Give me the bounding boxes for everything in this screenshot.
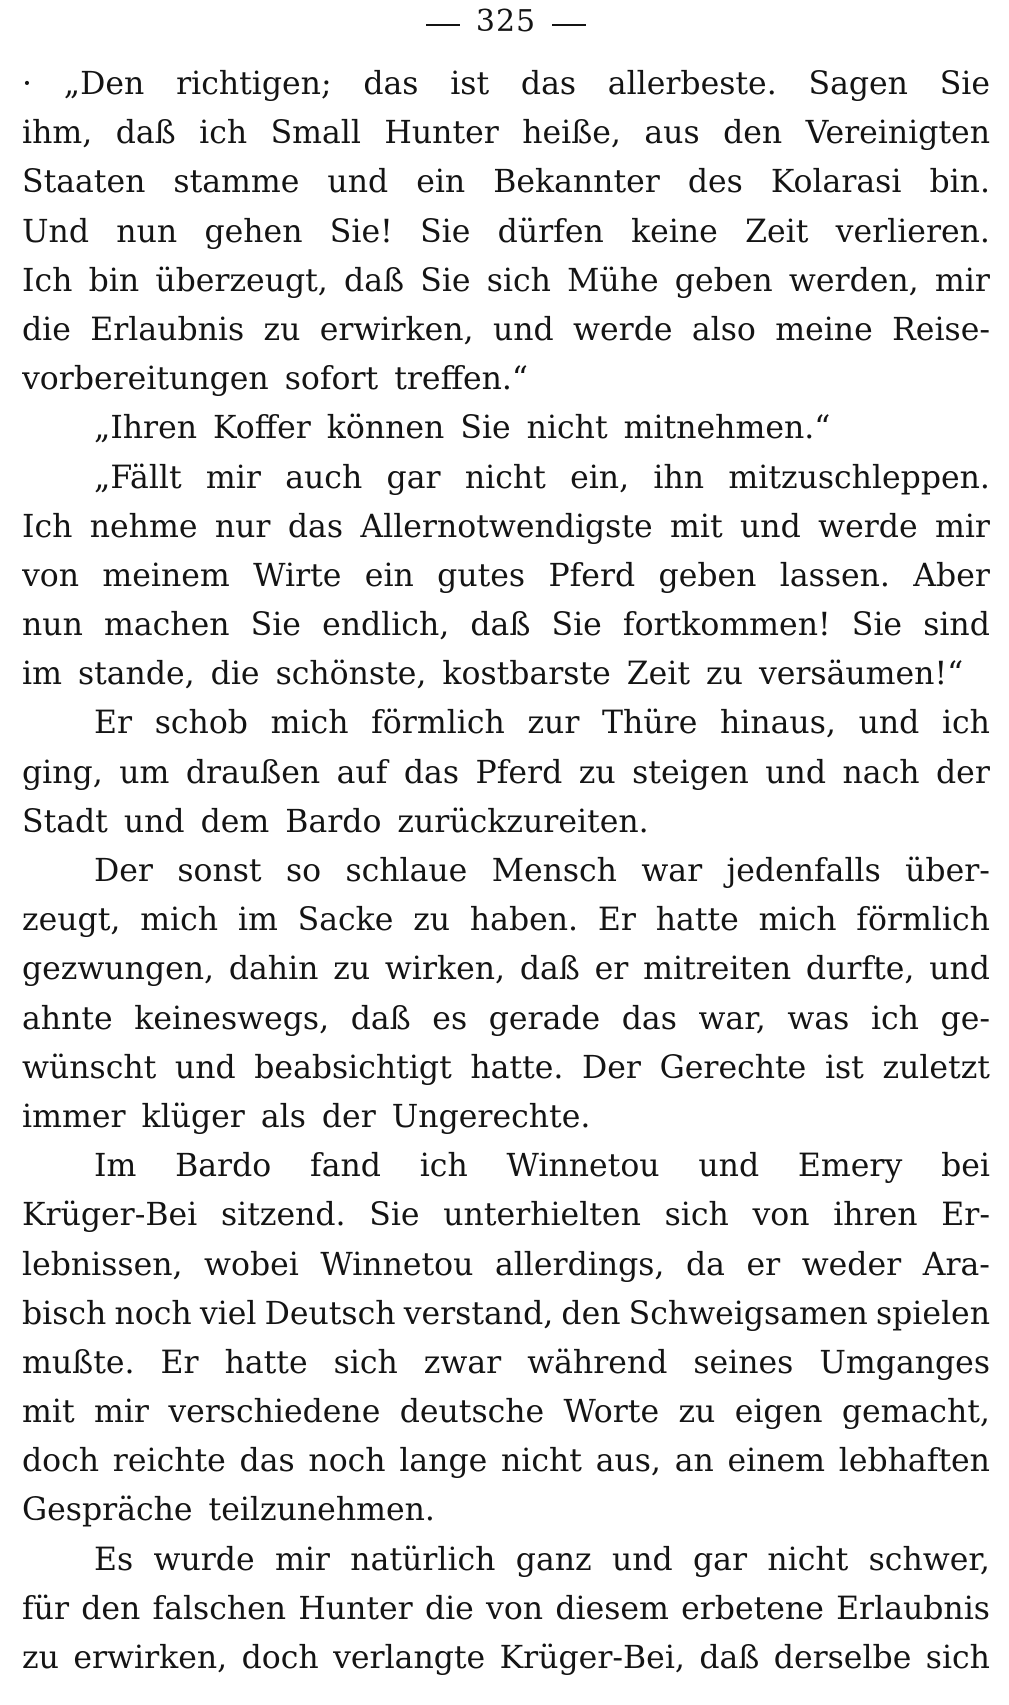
word: derselbe [773,1640,912,1676]
word: ihren [833,1197,918,1234]
word: hinaus, [720,705,836,742]
word: Deutsch [264,1295,396,1332]
word: zu [263,311,301,348]
word: wurde [153,1541,255,1578]
word: ich [199,115,248,152]
word: für [22,1590,70,1627]
word: war, [698,1000,766,1037]
word: stamme [173,164,300,201]
word: seines [693,1344,794,1381]
text-line [22,601,990,650]
word: Im [94,1148,137,1185]
text-line: Gespräche teilzunehmen. [22,1492,435,1529]
word: er [594,951,629,988]
word: bei [941,1148,990,1185]
word: während [527,1344,668,1381]
text-line [22,109,990,158]
word: und [765,754,827,791]
word: schwer, [868,1541,990,1578]
page-header [22,2,990,40]
word: und [929,951,990,988]
word: was [787,1000,850,1037]
word: zwar [423,1344,502,1381]
text-line [22,1585,990,1634]
word: gemacht, [841,1394,990,1431]
word: mich [270,705,349,742]
word: hatte [224,1344,308,1381]
word: „Den [63,66,145,102]
text-line [22,749,990,798]
word: werde [818,508,918,545]
page-number: 325 [475,3,537,39]
word: den [561,1295,621,1332]
text-line [22,208,990,257]
word: Bekannter [493,164,660,201]
word: schob [154,705,248,742]
book-page [22,0,990,1683]
word: meine [775,311,873,348]
text-line: im stande, die schönste, kostbarste Zeit zu versäumen!“ [22,656,964,693]
word: ganz [515,1541,592,1578]
word: lassen. [779,557,890,594]
word: haben. [469,902,579,939]
word: zu [22,1640,59,1676]
word: draußen [185,754,321,791]
text-line [22,1339,990,1388]
word: erwirken, [319,311,474,348]
word: fand [310,1148,381,1185]
word: bin [88,262,140,299]
word: gutes [437,557,526,594]
word: also [691,311,756,348]
word: Ara- [922,1246,990,1283]
text-line: „Ihren Koffer können Sie nicht mitnehmen.“ [94,410,831,447]
word: mußte. [22,1344,135,1381]
word: Es [94,1541,134,1578]
word: doch [22,1443,100,1480]
word: Ich [22,508,73,545]
word: ich [870,1000,919,1037]
word: endlich, [322,607,450,644]
word: mir [93,1394,149,1431]
word: nicht [464,459,546,496]
word: es [432,1000,468,1037]
word: sitzend. [220,1197,346,1234]
word: das [363,66,419,102]
word: wobei [204,1246,299,1283]
word: der [936,754,990,791]
word: mir [274,1541,330,1578]
word: mitreiten [643,951,792,988]
word: Wirte [253,557,342,594]
word: nun [116,213,178,250]
word: beabsichtigt [254,1049,452,1086]
word: das [239,1443,295,1480]
text-line: Stadt und dem Bardo zurückzureiten. [22,803,649,840]
word: natürlich [350,1541,496,1578]
word: lebnissen, [22,1246,183,1283]
word: Krüger-Bei [22,1197,198,1234]
word: steigen [632,754,749,791]
word: schlaue [345,853,468,889]
word: spielen [875,1295,990,1332]
word: zu [333,951,371,988]
text-line [22,454,990,503]
word: Winnetou [320,1246,474,1283]
word: Winnetou [506,1148,660,1185]
text-line [22,1437,990,1486]
text-line [22,699,990,748]
word: sich [486,262,551,299]
word: Gerechte [659,1049,807,1086]
word: mich [140,902,219,939]
word: werden, [788,262,919,299]
word: auf [336,754,388,791]
word: reichte [112,1443,226,1480]
word: sich [333,1344,398,1381]
word: Reise- [892,311,990,348]
text-line [22,1241,990,1290]
word: ge- [940,1000,990,1037]
word: richtigen; [176,66,332,102]
word: überzeugt, [155,262,328,299]
word: war [641,853,703,889]
word: Aber [913,557,990,594]
word: das [621,1000,677,1037]
word: keineswegs, [134,1000,330,1037]
word: von [486,1590,544,1627]
word: auch [285,459,363,496]
word: allerdings, [494,1246,665,1283]
word: daß [350,1000,411,1037]
text-line [22,1142,990,1191]
word: Er [160,1344,199,1381]
word: die [22,311,71,348]
word: des [687,164,743,201]
word: Worte [563,1394,660,1431]
word: Mühe [567,262,659,299]
word: ihn [653,459,705,496]
word: eigen [734,1394,823,1431]
word: aus, [595,1443,661,1480]
word: ahnte [22,1000,113,1037]
text-line [22,945,990,994]
word: falschen [152,1590,287,1627]
word: mir [934,262,990,299]
word: das [287,508,343,545]
word: er [746,1246,781,1283]
word: den [81,1590,141,1627]
word: daß [699,1640,760,1676]
word: jedenfalls [726,853,881,889]
word: daß [519,951,580,988]
word: ein, [570,459,630,496]
word: nicht [767,1541,849,1578]
word: nicht [501,1443,582,1480]
word: und [698,1148,760,1185]
word: verlangte [333,1640,486,1676]
word: mir [205,459,261,496]
text-line [22,306,990,355]
word: allerbeste. [607,66,777,102]
word: Er [94,705,133,742]
word: nur [214,508,271,545]
text-line [22,1388,990,1437]
word: sind [923,607,990,644]
word: Staaten [22,164,146,201]
word: ist [450,66,490,102]
word: noch [308,1443,386,1480]
word: nach [842,754,920,791]
word: Er [597,902,636,939]
word: unterhielten [443,1197,641,1234]
word: verlieren. [835,213,990,250]
word: Sie! [329,213,393,250]
word: das [520,66,577,102]
word: werde [573,311,673,348]
word: den [723,115,783,152]
word: daß [344,262,405,299]
text-line [22,847,990,896]
word: das [403,754,460,791]
word: mit [670,508,723,545]
text-line: immer klüger als der Ungerechte. [22,1098,591,1135]
word: meinem [102,557,230,594]
word: ich [419,1148,468,1185]
word: Umganges [819,1344,990,1381]
text-line [22,1290,990,1339]
header-dash-right [552,24,586,26]
word: Vereinigten [805,115,990,152]
word: zur [527,705,580,742]
word: und [327,164,389,201]
word: von [752,1197,810,1234]
word: bin. [929,164,990,201]
word: um [119,754,170,791]
word: Schweigsamen [628,1295,868,1332]
word: sonst [177,853,262,889]
word: Sie [420,262,471,299]
word: einem [727,1443,826,1480]
word: · [22,66,33,102]
word: Hunter [384,115,499,152]
header-dash-left [426,24,460,26]
word: doch [241,1640,319,1676]
text-line [22,1044,990,1093]
word: verstand, [403,1295,554,1332]
word: noch [114,1295,192,1332]
word: gezwungen, [22,951,215,988]
word: sich [664,1197,729,1234]
word: erwirken, [73,1640,228,1676]
word: zuletzt [882,1049,990,1086]
word: „Fällt [94,459,182,496]
word: diesem [555,1590,669,1627]
word: im [237,902,278,939]
word: gerade [488,1000,601,1037]
word: ein [364,557,414,594]
text-line [22,158,990,207]
word: Erlaubnis [836,1590,990,1627]
word: zu [578,754,616,791]
word: und [611,1541,673,1578]
word: mit [22,1394,75,1431]
word: Und [22,213,89,250]
word: Er- [941,1197,990,1234]
word: Krüger-Bei, [499,1640,685,1676]
word: Bardo [175,1148,272,1185]
word: über- [905,853,990,889]
text-line [22,552,990,601]
word: deutsche [399,1394,545,1431]
word: Sie [250,607,301,644]
word: daß [115,115,176,152]
word: nehme [89,508,198,545]
word: und [174,1049,236,1086]
word: an [674,1443,714,1480]
word: weder [801,1246,902,1283]
word: ist [824,1049,864,1086]
word: ein [416,164,466,201]
word: gar [693,1541,748,1578]
word: hatte [655,902,739,939]
word: Kolarasi [770,164,902,201]
word: geben [674,262,773,299]
word: sich [925,1640,990,1676]
word: mitzuschleppen. [728,459,990,496]
word: daß [470,607,531,644]
word: heiße, [522,115,621,152]
word: mich [758,902,837,939]
word: lebhaften [838,1443,990,1480]
text-line [22,60,990,109]
word: Small [270,115,361,152]
word: Pferd [475,754,563,791]
word: ich [941,705,990,742]
text-line [22,1634,990,1683]
word: Sie [551,607,602,644]
word: mir [934,508,990,545]
word: Zeit [745,213,809,250]
word: wirken, [384,951,506,988]
word: förmlich [856,902,990,939]
word: förmlich [371,705,505,742]
word: zu [678,1394,716,1431]
word: Erlaubnis [90,311,245,348]
word: und [740,508,801,545]
word: keine [631,213,718,250]
word: bisch [22,1295,107,1332]
word: machen [104,607,230,644]
word: hatte. [470,1049,564,1086]
word: nun [22,607,83,644]
text-line [22,503,990,552]
word: Pferd [548,557,636,594]
word: dürfen [497,213,604,250]
word: von [22,557,80,594]
word: lange [399,1443,488,1480]
text-line [22,257,990,306]
word: zeugt, [22,902,121,939]
text-line [22,1536,990,1585]
word: Der [582,1049,641,1086]
text-line: vorbereitungen sofort treffen.“ [22,361,529,398]
word: dahin [228,951,319,988]
word: verschiedene [168,1394,381,1431]
word: und [492,311,554,348]
text-line [22,1191,990,1240]
word: erbetene [681,1590,824,1627]
word: Sie [851,607,903,644]
word: Hunter [298,1590,413,1627]
word: Der [94,853,153,889]
word: da [685,1246,725,1283]
word: zu [413,902,451,939]
word: und [858,705,920,742]
body-text [22,60,990,1683]
word: Mensch [491,853,617,889]
word: viel [199,1295,257,1332]
text-line [22,896,990,945]
word: Sie [420,213,471,250]
word: wünscht [22,1049,157,1086]
word: fortkommen! [622,607,831,644]
word: aus [644,115,700,152]
word: Sagen [808,66,908,102]
word: Sacke [297,902,394,939]
word: Sie [369,1197,420,1234]
word: ging, [22,754,103,791]
word: ihm, [22,115,93,152]
text-line [22,995,990,1044]
word: Allernotwendigste [360,508,653,545]
word: die [424,1590,474,1627]
word: Thüre [602,705,698,742]
word: Emery [797,1148,903,1185]
word: Sie [939,66,990,102]
word: Ich [22,262,73,299]
word: gehen [204,213,303,250]
word: so [285,853,322,889]
word: geben [658,557,757,594]
word: gar [386,459,441,496]
word: durfte, [805,951,915,988]
